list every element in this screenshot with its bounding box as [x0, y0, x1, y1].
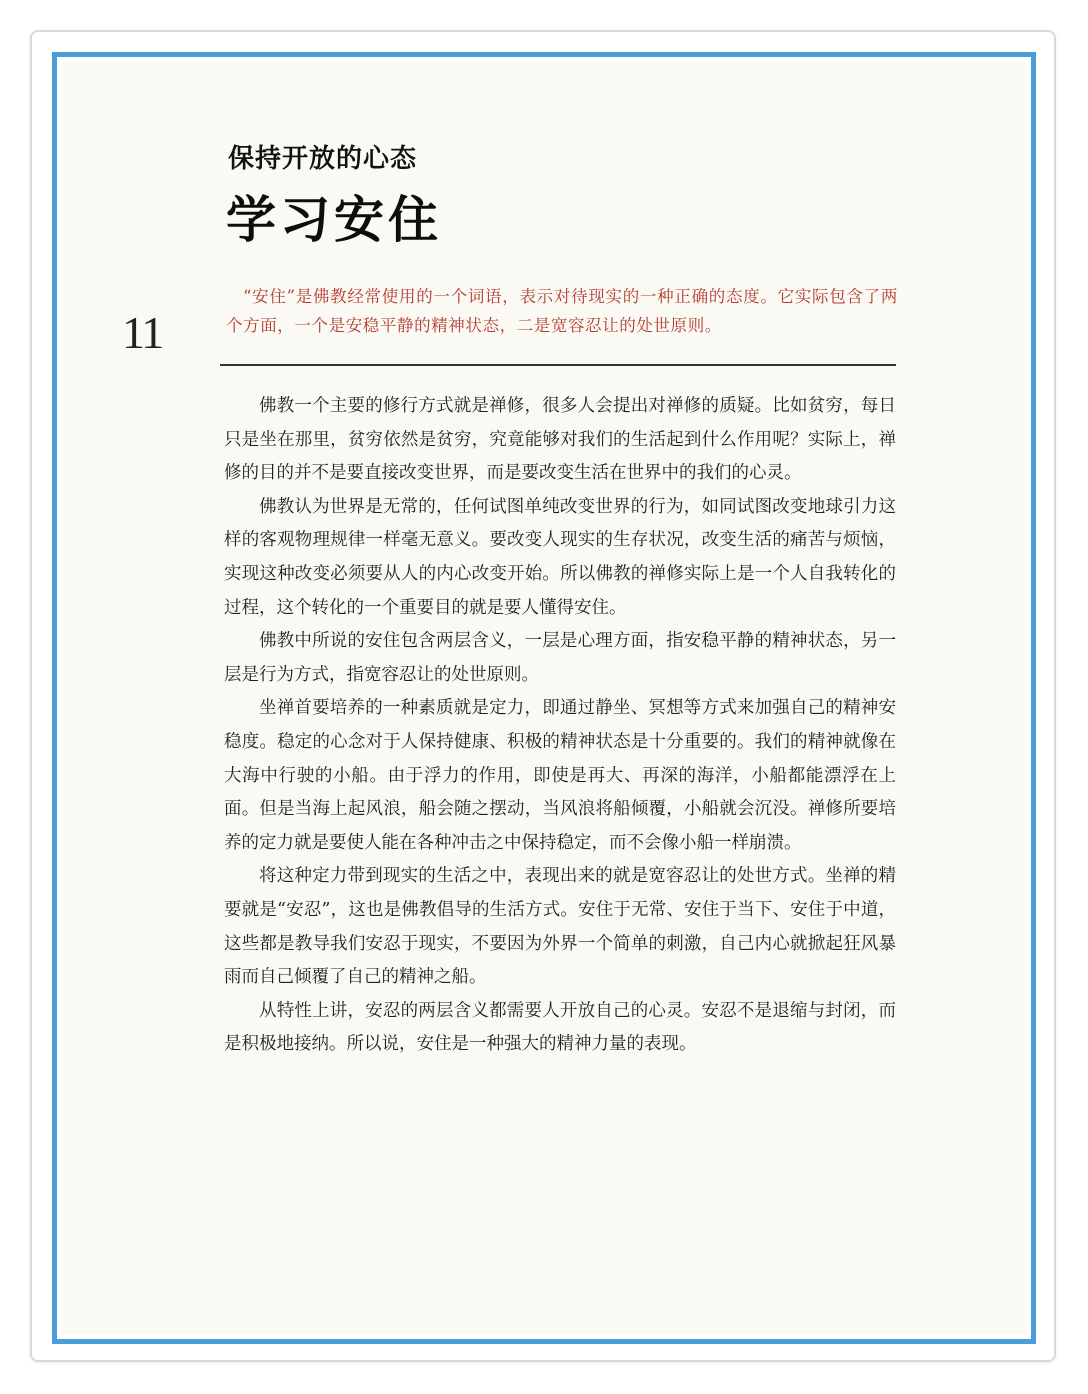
book-page	[62, 62, 1026, 1334]
paragraph-6: 从特性上讲，安忍的两层含义都需要人开放自己的心灵。安忍不是退缩与封闭，而是积极地接纳。所以说，安住是一种强大的精神力量的表现。	[224, 1000, 896, 1055]
page-number: 11	[122, 307, 163, 358]
paragraph-4: 坐禅首要培养的一种素质就是定力，即通过静坐、冥想等方式来加强自己的精神安稳度。稳定的心念对于人保持健康、积极的精神状态是十分重要的。我们的精神就像在大海中行驶的小船。由于浮力的作用，即使是再大、再深的海洋，小船都能漂浮在上面。但是当海上起风浪，船会随之摆动，当风浪将船倾覆，小船就会沉没。禅修所要培养的定力就是要使人能在各种冲击之中保持稳定，而不会像小船一样崩溃。	[224, 698, 896, 853]
page-title: 学习安住	[226, 190, 442, 249]
divider-rule	[220, 364, 896, 366]
section-kicker: 保持开放的心态	[228, 144, 418, 174]
paragraph-2: 佛教认为世界是无常的，任何试图单纯改变世界的行为，如同试图改变地球引力这样的客观物理规律一样毫无意义。要改变人现实的生存状况，改变生活的痛苦与烦恼，实现这种改变必须要从人的内心改变开始。所以佛教的禅修实际上是一个人自我转化的过程，这个转化的一个重要目的就是要人懂得安住。	[224, 496, 896, 618]
paragraph-5: 将这种定力带到现实的生活之中，表现出来的就是宽容忍让的处世方式。坐禅的精要就是“安忍”，这也是佛教倡导的生活方式。安住于无常、安住于当下、安住于中道，这些都是教导我们安忍于现实，不要因为外界一个简单的刺激，自己内心就掀起狂风暴雨而自己倾覆了自己的精神之船。	[224, 866, 896, 988]
paragraph-1: 佛教一个主要的修行方式就是禅修，很多人会提出对禅修的质疑。比如贫穷，每日只是坐在那里，贫穷依然是贫穷，究竟能够对我们的生活起到什么作用呢？实际上，禅修的目的并不是要直接改变世界，而是要改变生活在世界中的我们的心灵。	[224, 396, 896, 484]
body-text	[224, 390, 896, 1062]
intro-text: “安住”是佛教经常使用的一个词语，表示对待现实的一种正确的态度。它实际包含了两个方面，一个是安稳平静的精神状态，二是宽容忍让的处世原则。	[226, 287, 898, 335]
paragraph-3: 佛教中所说的安住包含两层含义，一层是心理方面，指安稳平静的精神状态，另一层是行为方式，指宽容忍让的处世原则。	[224, 631, 896, 685]
